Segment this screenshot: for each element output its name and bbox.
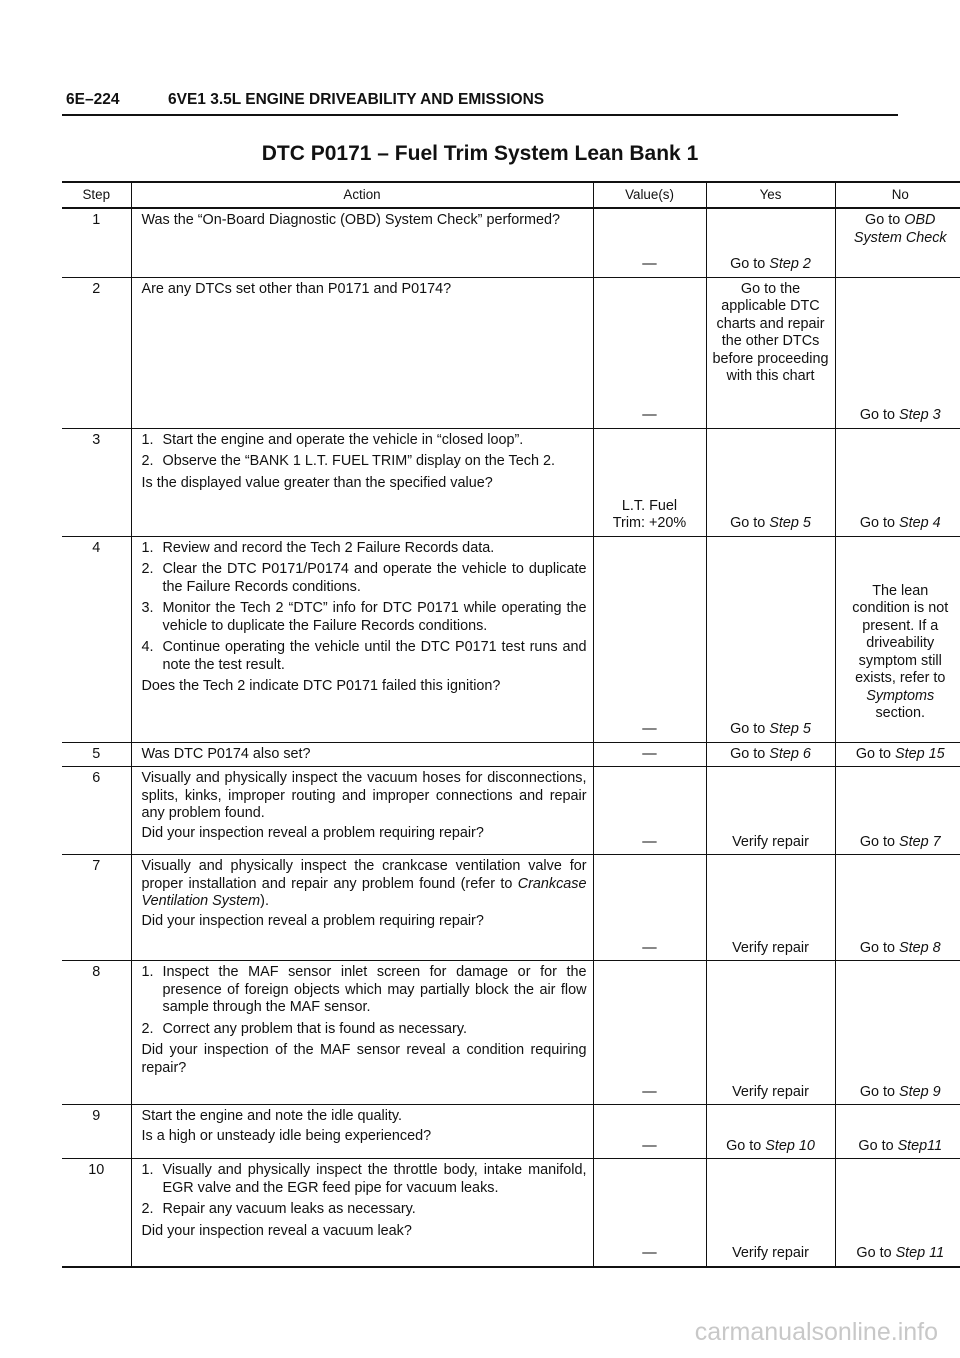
list-number: 1. [141,431,154,448]
list-item [142,561,587,596]
yes-ref: Step 10 [765,1137,815,1154]
yes-pre: Go to [730,515,770,531]
list-text: Visually and physically inspect the throttle body, intake manifold, EGR valve and the EGR feed pipe for vacuum leaks. [162,1162,587,1196]
no-pre: Go to [859,1083,900,1100]
list-text: Continue operating the vehicle until the DTC P0171 test runs and note the test result. [162,639,587,673]
no-pre: Go to [865,212,905,228]
action-question: Did your inspection reveal a problem requiring repair? [141,824,484,841]
col-action: Action [131,182,593,208]
no-cell [835,1105,960,1159]
value-cell: — [593,961,706,1105]
value-cell: — [593,1105,706,1159]
no-pre: Go to [859,939,900,956]
step-number: 5 [62,742,131,767]
action-post: ). [260,893,269,909]
yes-cell: Verify repair [706,855,835,961]
table-row [62,208,960,277]
action-ref: Crankcase Ventilation System [141,875,587,909]
table-row [62,767,960,855]
action-cell [131,536,593,742]
table-row [62,536,960,742]
action-pre: Visually and physically inspect the crankcase ventilation valve for proper installation and repair any problem found (refer to [141,858,587,892]
yes-pre: Go to [726,1137,766,1154]
action-cell [131,1159,593,1267]
diagnostic-table [62,181,960,1268]
step-number: 9 [62,1105,131,1159]
action-question: Is a high or unsteady idle being experienced? [141,1127,432,1144]
step-number: 1 [62,208,131,277]
col-no: No [835,182,960,208]
action-text: Start the engine and note the idle quality. [141,1108,403,1124]
table-header-row [62,182,960,208]
action-cell [131,767,593,855]
list-number: 4. [141,639,154,655]
list-number: 2. [141,453,154,469]
list-item [142,639,587,674]
section-title: 6VE1 3.5L ENGINE DRIVEABILITY AND EMISSIONS [168,91,545,108]
action-cell [131,855,593,961]
step-number: 2 [62,277,131,428]
yes-ref: Step 5 [769,721,811,737]
list-item [142,1021,587,1039]
value-cell: — [593,742,706,767]
list-item [142,432,587,450]
no-ref: Step 4 [899,515,941,531]
action-cell [131,428,593,536]
list-item [142,600,587,635]
action-question: Is the displayed value greater than the specified value? [141,474,493,491]
no-cell [835,767,960,855]
action-cell [131,1105,593,1159]
step-number: 7 [62,855,131,961]
value-cell: — [593,767,706,855]
no-pre: Go to [859,407,900,423]
yes-ref: Step 6 [769,745,811,762]
no-ref: Step 9 [899,1083,941,1100]
no-ref: Step 3 [899,407,941,423]
value-cell: — [593,208,706,277]
col-yes: Yes [706,182,835,208]
yes-cell [706,1105,835,1159]
watermark: carmanualsonline.info [694,1318,938,1346]
no-pre: Go to [859,515,900,531]
no-ref: Step 11 [895,1245,945,1261]
no-cell [835,428,960,536]
value-cell [593,428,706,536]
step-number: 8 [62,961,131,1105]
list-number: 3. [141,600,154,616]
value-line: L.T. Fuel [621,497,678,514]
list-text: Start the engine and operate the vehicle in “closed loop”. [162,431,524,448]
no-pre: Go to [858,1137,898,1154]
step-number: 10 [62,1159,131,1267]
header-rule [62,114,898,116]
no-cell [835,742,960,767]
list-number: 1. [141,1162,154,1178]
yes-cell [706,428,835,536]
list-number: 2. [141,561,154,577]
action-text: Are any DTCs set other than P0171 and P0174? [131,277,593,428]
yes-pre: Go to [730,256,770,272]
action-text: Was the “On-Board Diagnostic (OBD) System Check” performed? [131,208,593,277]
yes-pre: Go to [730,745,770,762]
step-number: 6 [62,767,131,855]
no-cell [835,855,960,961]
yes-cell: Go to the applicable DTC charts and repair the other DTCs before proceeding with this chart [706,277,835,428]
action-question: Does the Tech 2 indicate DTC P0171 failed this ignition? [141,678,501,694]
list-number: 1. [141,964,154,980]
no-ref: Step 15 [895,745,945,762]
yes-cell [706,536,835,742]
no-cell [835,208,960,277]
yes-cell: Verify repair [706,1159,835,1267]
value-cell: — [593,536,706,742]
no-ref: Step 7 [899,833,941,850]
list-text: Inspect the MAF sensor inlet screen for damage or for the presence of foreign objects which may partially block the air flow sample through the MAF sensor. [162,964,587,1015]
list-text: Monitor the Tech 2 “DTC” info for DTC P0171 while operating the vehicle to duplicate the Failure Records conditions. [162,600,587,634]
col-values: Value(s) [593,182,706,208]
action-question: Did your inspection reveal a problem requiring repair? [141,912,484,929]
table-row [62,428,960,536]
yes-cell: Verify repair [706,961,835,1105]
col-step: Step [62,182,131,208]
no-cell [835,277,960,428]
list-item [142,540,587,558]
no-cell [835,536,960,742]
no-pre: Go to [855,745,896,762]
table-row [62,742,960,767]
list-text: Observe the “BANK 1 L.T. FUEL TRIM” display on the Tech 2. [162,453,555,469]
no-ref: Step11 [897,1137,943,1154]
no-ref: Symptoms [866,687,935,704]
no-pre: Go to [859,833,900,850]
list-number: 2. [141,1201,154,1217]
table-row [62,1159,960,1267]
page-title: DTC P0171 – Fuel Trim System Lean Bank 1 [261,142,699,165]
table-row [62,1105,960,1159]
no-post: section. [875,705,926,721]
list-text: Correct any problem that is found as necessary. [162,1020,467,1037]
list-item [142,453,587,471]
step-number: 4 [62,536,131,742]
table-row [62,961,960,1105]
list-number: 2. [141,1020,154,1037]
section-code: 6E–224 [66,91,120,108]
action-cell [131,961,593,1105]
action-question: Did your inspection of the MAF sensor reveal a condition requiring repair? [141,1042,587,1076]
action-text: Was DTC P0174 also set? [131,742,593,767]
step-number: 3 [62,428,131,536]
action-question: Did your inspection reveal a vacuum leak? [141,1222,412,1239]
yes-ref: Step 2 [769,256,811,272]
list-number: 1. [141,539,154,556]
list-item [142,1162,587,1197]
action-text [142,858,587,911]
no-pre: Go to [856,1245,896,1261]
no-ref: OBD System Check [853,212,947,246]
value-line: Trim: +20% [612,515,687,531]
list-item [142,1201,587,1219]
list-text: Review and record the Tech 2 Failure Records data. [162,539,495,556]
table-row [62,855,960,961]
yes-cell [706,742,835,767]
list-text: Clear the DTC P0171/P0174 and operate the vehicle to duplicate the Failure Records conditions. [162,561,587,595]
no-cell [835,961,960,1105]
yes-cell [706,208,835,277]
yes-cell: Verify repair [706,767,835,855]
value-cell: — [593,1159,706,1267]
no-cell [835,1159,960,1267]
yes-ref: Step 5 [769,515,811,531]
table-row [62,277,960,428]
list-text: Repair any vacuum leaks as necessary. [162,1201,416,1217]
action-text: Visually and physically inspect the vacuum hoses for disconnections, splits, kinks, improper routing and improper connections and repair any problem found. [141,770,587,821]
no-pre: The lean condition is not present. If a driveability symptom still exists, refer to [852,582,949,686]
value-cell: — [593,855,706,961]
no-ref: Step 8 [899,939,941,956]
value-cell: — [593,277,706,428]
yes-pre: Go to [730,721,770,737]
list-item [142,964,587,1017]
